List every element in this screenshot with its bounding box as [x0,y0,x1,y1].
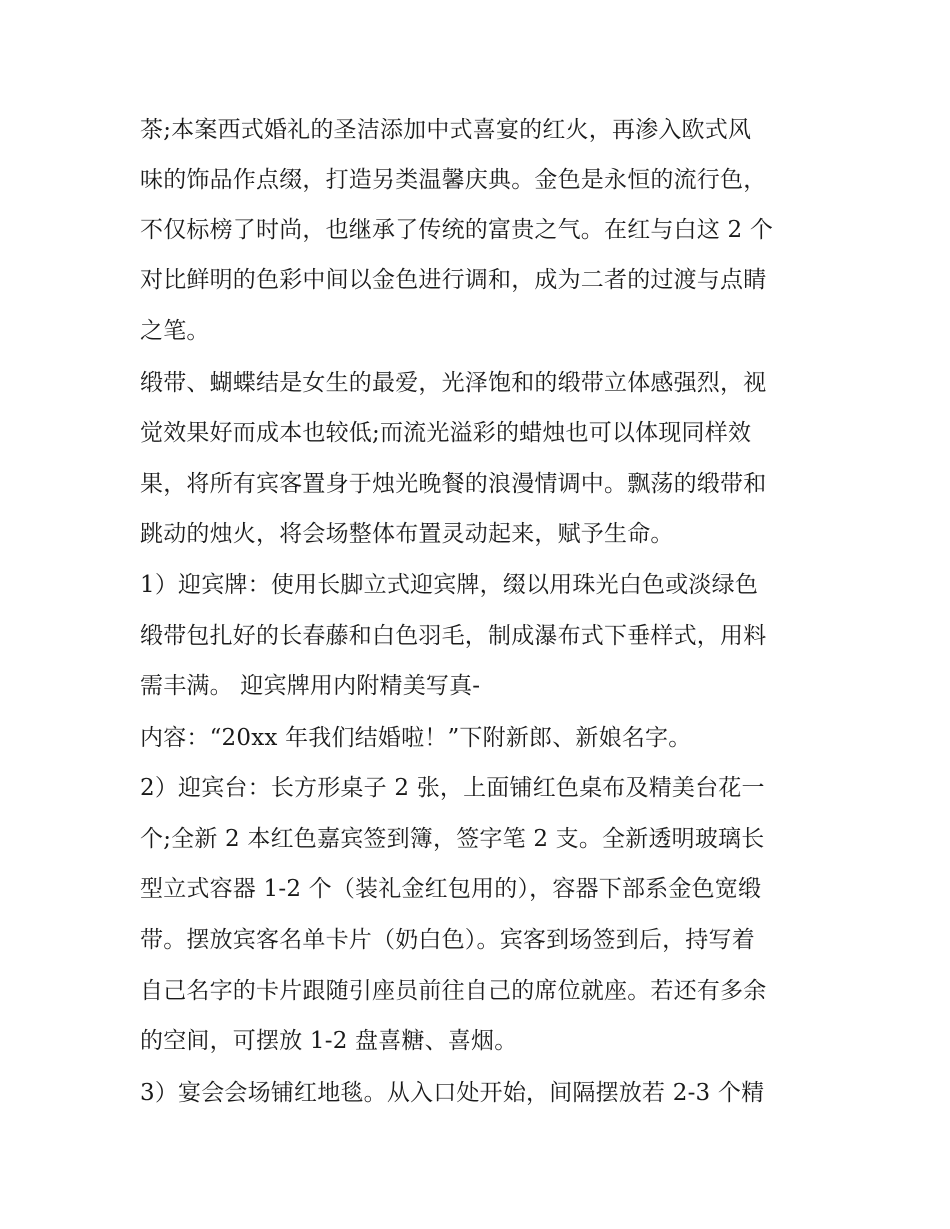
text-line: 对比鲜明的色彩中间以金色进行调和，成为二者的过渡与点睛 [140,267,767,293]
text-line: 带。摆放宾客名单卡片（奶白色）。宾客到场签到后，持写着 [140,927,755,953]
text-line: 果，将所有宾客置身于烛光晚餐的浪漫情调中。飘荡的缎带和 [140,471,767,497]
text-line: 1）迎宾牌：使用长脚立式迎宾牌，缀以用珠光白色或淡绿色 [140,572,759,598]
text-line: 缎带包扎好的长春藤和白色羽毛，制成瀑布式下垂样式，用料 [140,623,767,649]
text-line: 跳动的烛火，将会场整体布置灵动起来，赋予生命。 [140,521,674,547]
text-line: 内容：“20xx 年我们结婚啦！”下附新郎、新娘名字。 [140,725,692,751]
text-line: 型立式容器 1-2 个（装礼金红包用的），容器下部系金色宽缎 [140,876,762,902]
text-line: 3）宴会会场铺红地毯。从入口处开始，间隔摆放若 2-3 个精 [140,1080,765,1106]
text-line: 之笔。 [140,318,210,344]
text-line: 自己名字的卡片跟随引座员前往自己的席位就座。若还有多余 [140,978,767,1004]
text-line: 2）迎宾台：长方形桌子 2 张，上面铺红色桌布及精美台花一 [140,775,765,801]
text-line: 需丰满。 迎宾牌用内附精美写真- [140,673,481,699]
text-line: 的空间，可摆放 1-2 盘喜糖、喜烟。 [140,1028,518,1054]
text-line: 不仅标榜了时尚，也继承了传统的富贵之气。在红与白这 2 个 [140,217,774,243]
text-line: 缎带、蝴蝶结是女生的最爱，光泽饱和的缎带立体感强烈，视 [140,370,767,396]
text-line: 觉效果好而成本也较低;而流光溢彩的蜡烛也可以体现同样效 [140,420,752,446]
text-line: 个;全新 2 本红色嘉宾签到簿，签字笔 2 支。全新透明玻璃长 [140,826,765,852]
text-line: 味的饰品作点缀，打造另类温馨庆典。金色是永恒的流行色， [140,167,767,193]
text-line: 茶;本案西式婚礼的圣洁添加中式喜宴的红火，再渗入欧式风 [140,117,752,143]
